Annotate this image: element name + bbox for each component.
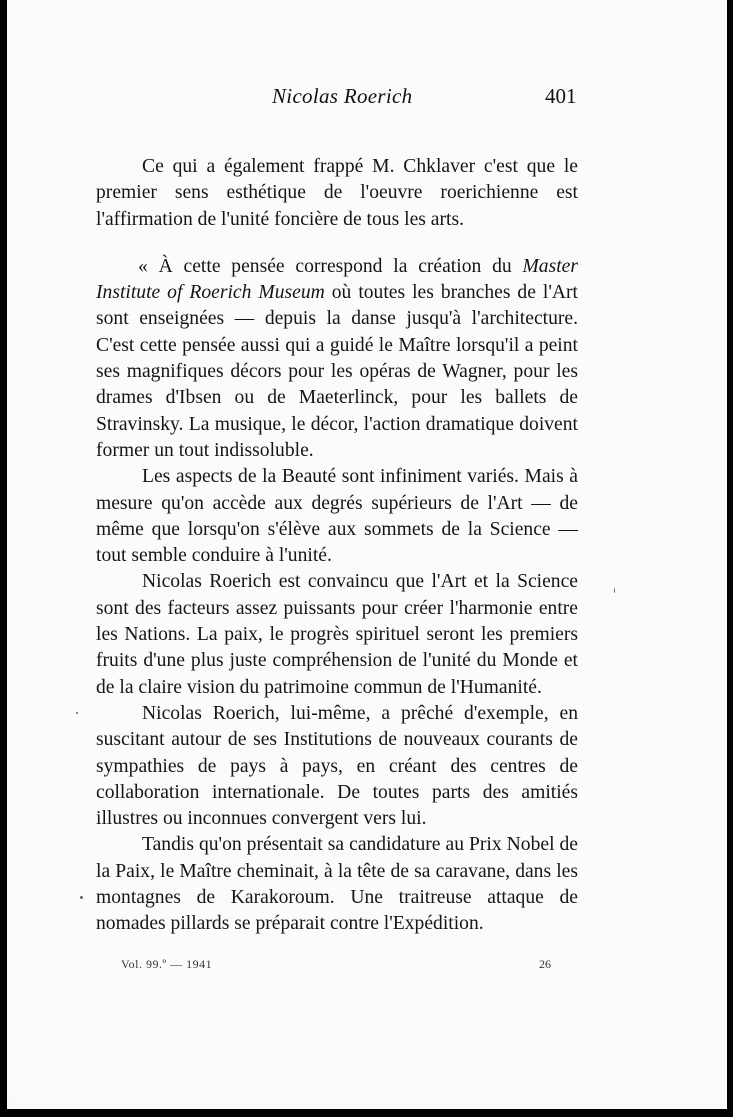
paragraph-2-open: « À cette pensée correspond la création du <box>138 255 523 277</box>
paragraph-1: Ce qui a également frappé M. Chklaver c'est que le premier sens esthétique de l'oeuvre roerichienne est l'affirmation de l'unité foncière de tous les arts. <box>96 156 578 230</box>
paragraph-2-rest: où toutes les branches de l'Art sont enseignées — depuis la danse jusqu'à l'architecture. C'est cette pensée aussi qui a guidé le Maître lorsqu'il a peint ses magnifiques décors pour les opéras de Wagner, pour les drames d'Ibsen ou de Maeterlinck, pour les ballets de Stravinsky. La musique, le décor, l'action dramatique doivent former un tout indissoluble. <box>96 282 578 461</box>
paragraph-6: Tandis qu'on présentait sa candidature au Prix Nobel de la Paix, le Maître cheminait, à la tête de sa caravane, dans les montagnes de Karakoroum. Une traitreuse attaque de nomades pillards se préparait contre l'Expédition. <box>96 834 578 935</box>
paragraph-3: Les aspects de la Beauté sont infiniment variés. Mais à mesure qu'on accède aux degrés supérieurs de l'Art — de même que lorsqu'on s'élève aux sommets de la Science — tout semble conduire à l'unité. <box>96 466 578 567</box>
page-body <box>96 154 578 938</box>
footer-volume: Vol. 99.º — 1941 <box>121 957 213 971</box>
running-title: Nicolas Roerich <box>272 84 413 108</box>
paragraph-4: Nicolas Roerich est convaincu que l'Art et la Science sont des facteurs assez puissants pour créer l'harmonie entre les Nations. La paix, le progrès spirituel seront les premiers fruits d'une plus juste compréhension de l'unité du Monde et de la claire vision du patrimoine commun de l'Humanité. <box>96 571 578 698</box>
footer-signature: 26 <box>539 957 551 971</box>
scan-speck <box>76 712 78 714</box>
page-footer <box>14 957 721 977</box>
scan-speck <box>614 588 615 593</box>
page-header <box>14 84 721 114</box>
institute-name: Master Institute of Roerich Museum <box>96 255 578 304</box>
page-number: 401 <box>545 84 577 108</box>
book-page <box>14 0 721 1101</box>
scan-speck <box>80 896 83 899</box>
paragraph-5: Nicolas Roerich, lui-même, a prêché d'exemple, en suscitant autour de ses Institutions de nouveaux courants de sympathies de pays à pays, en créant des centres de collaboration internationale. De toutes parts des amitiés illustres ou inconnues convergent vers lui. <box>96 702 578 830</box>
paragraph-2 <box>96 254 578 464</box>
